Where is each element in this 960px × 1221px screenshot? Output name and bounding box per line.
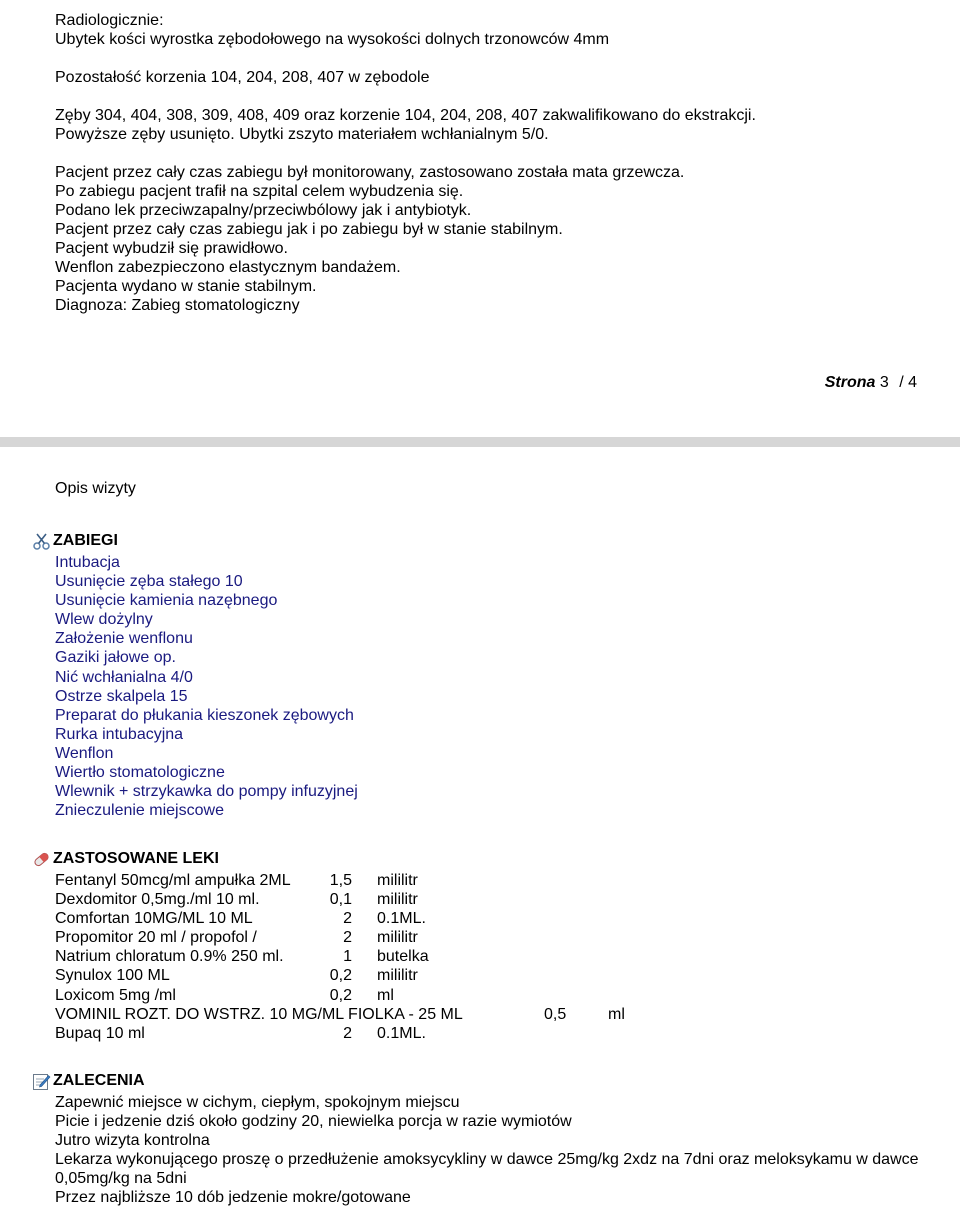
procedure-item[interactable]: Gaziki jałowe op. [55, 649, 176, 667]
radiology-paragraph [55, 163, 756, 315]
medication-dose: 2 [343, 910, 352, 928]
recommendations-heading-row [32, 1071, 935, 1091]
radiology-notes [55, 11, 756, 334]
radiology-line: Po zabiegu pacjent trafił na szpital celem wybudzenia się. [55, 183, 464, 200]
procedure-item[interactable]: Nić wchłanialna 4/0 [55, 668, 193, 686]
medication-dose: 2 [343, 1024, 352, 1042]
document-page-3 [0, 0, 960, 436]
medication-dose: 0,2 [329, 986, 352, 1004]
procedure-item[interactable]: Założenie wenflonu [55, 630, 193, 648]
medication-row [55, 986, 394, 1005]
medication-unit: 0.1ML. [377, 1024, 426, 1042]
medication-dose: 1,5 [329, 872, 352, 889]
procedure-item[interactable]: Wiertło stomatologiczne [55, 764, 225, 782]
recommendation-item: Przez najbliższe 10 dób jedzenie mokre/gotowane [55, 1189, 411, 1207]
medication-dose: 1 [343, 948, 352, 966]
radiology-line: Zęby 304, 404, 308, 309, 408, 409 oraz korzenie 104, 204, 208, 407 zakwalifikowano do ekstrakcji. [55, 107, 756, 124]
recommendations-heading: ZALECENIA [53, 1072, 145, 1089]
radiology-line: Powyższe zęby usunięto. Ubytki zszyto materiałem wchłanialnym 5/0. [55, 126, 549, 143]
page-total: / 4 [899, 374, 917, 391]
recommendations-list [32, 1093, 935, 1208]
medication-dose: 2 [343, 929, 352, 947]
medication-unit: mililitr [377, 967, 418, 985]
medication-name: Natrium chloratum 0.9% 250 ml. [55, 948, 284, 966]
radiology-line: Pacjenta wydano w stanie stabilnym. [55, 278, 317, 295]
radiology-line: Pacjent przez cały czas zabiegu jak i po zabiegu był w stanie stabilnym. [55, 221, 563, 238]
procedure-item[interactable]: Rurka intubacyjna [55, 725, 184, 743]
procedures-section [32, 531, 358, 820]
medication-row [55, 1024, 426, 1043]
medication-name: Comfortan 10MG/ML 10 ML [55, 910, 253, 928]
medication-unit: ml [608, 1005, 625, 1023]
radiology-line: Ubytek kości wyrostka zębodołowego na wysokości dolnych trzonowców 4mm [55, 31, 610, 48]
medication-row [55, 928, 418, 947]
medication-unit: butelka [377, 948, 429, 966]
document-page-4 [0, 447, 960, 1221]
visit-title: Opis wizyty [55, 480, 136, 497]
scissors-icon [32, 532, 51, 551]
procedures-list [32, 553, 358, 820]
medication-unit: mililitr [377, 891, 418, 909]
medication-unit: ml [377, 986, 394, 1004]
radiology-line: Pacjent wybudził się prawidłowo. [55, 240, 288, 257]
medication-unit: 0.1ML. [377, 910, 426, 928]
medication-name: Propomitor 20 ml / propofol / [55, 929, 257, 947]
procedures-heading-row [32, 531, 358, 551]
medication-row [55, 909, 426, 928]
page-number [825, 374, 917, 392]
procedure-item[interactable]: Znieczulenie miejscowe [55, 802, 224, 820]
medication-dose: 0,2 [329, 967, 352, 985]
medication-row [55, 890, 418, 909]
radiology-line: Podano lek przeciwzapalny/przeciwbólowy jak i antybiotyk. [55, 202, 472, 219]
medications-heading-row [32, 849, 219, 869]
medication-row [55, 947, 429, 966]
medication-unit: mililitr [377, 872, 418, 889]
medications-heading: ZASTOSOWANE LEKI [53, 850, 219, 867]
procedures-heading: ZABIEGI [53, 532, 118, 549]
radiology-paragraph [55, 68, 756, 87]
radiology-line: Diagnoza: Zabieg stomatologiczny [55, 297, 300, 314]
pill-icon [32, 850, 51, 869]
recommendations-section [32, 1071, 935, 1208]
medication-name: Fentanyl 50mcg/ml ampułka 2ML [55, 872, 291, 889]
procedure-item[interactable]: Wenflon [55, 744, 114, 762]
medication-row: VOMINIL ROZT. DO WSTRZ. 10 MG/ML FIOLKA - 25 ML 0,5 ml [55, 1005, 625, 1023]
page-current: 3 [879, 374, 889, 391]
procedure-item[interactable]: Intubacja [55, 554, 120, 571]
radiology-paragraph [55, 106, 756, 144]
medication-unit: mililitr [377, 929, 418, 947]
medication-row [55, 966, 418, 985]
medication-name: Dexdomitor 0,5mg./ml 10 ml. [55, 891, 260, 909]
procedure-item[interactable]: Usunięcie kamienia nazębnego [55, 592, 278, 610]
procedure-item[interactable]: Usunięcie zęba stałego 10 [55, 573, 243, 591]
medication-row [55, 871, 418, 890]
radiology-line: Radiologicznie: [55, 12, 164, 29]
medication-dose: 0,1 [329, 891, 352, 909]
radiology-paragraph [55, 11, 756, 49]
medication-name: Synulox 100 ML [55, 967, 170, 985]
procedure-item[interactable]: Ostrze skalpela 15 [55, 687, 188, 705]
radiology-line: Pozostałość korzenia 104, 204, 208, 407 w zębodole [55, 69, 430, 86]
procedure-item[interactable]: Wlew dożylny [55, 611, 153, 629]
medication-name: VOMINIL ROZT. DO WSTRZ. 10 MG/ML FIOLKA - 25 ML [55, 1005, 463, 1023]
medication-name: Loxicom 5mg /ml [55, 986, 176, 1004]
radiology-line: Pacjent przez cały czas zabiegu był monitorowany, zastosowano została mata grzewcza. [55, 164, 685, 181]
medications-section [32, 849, 625, 1043]
medication-name: Bupaq 10 ml [55, 1024, 145, 1042]
recommendation-item: Zapewnić miejsce w cichym, ciepłym, spokojnym miejscu [55, 1094, 460, 1111]
radiology-line: Wenflon zabezpieczono elastycznym bandażem. [55, 259, 401, 276]
pencil-note-icon [32, 1072, 51, 1091]
page-label: Strona [824, 374, 876, 391]
medications-table [32, 871, 625, 1043]
procedure-item[interactable]: Preparat do płukania kieszonek zębowych [55, 706, 354, 724]
page-separator [0, 437, 960, 447]
procedure-item[interactable]: Wlewnik + strzykawka do pompy infuzyjnej [55, 783, 358, 801]
recommendation-item: Jutro wizyta kontrolna [55, 1132, 210, 1150]
recommendation-item: Picie i jedzenie dziś około godziny 20, niewielka porcja w razie wymiotów [55, 1113, 572, 1131]
recommendation-item: Lekarza wykonującego proszę o przedłużenie amoksycykliny w dawce 25mg/kg 2xdz na 7dni oraz meloksykamu w dawce 0,05mg/kg na 5dni [55, 1151, 919, 1188]
